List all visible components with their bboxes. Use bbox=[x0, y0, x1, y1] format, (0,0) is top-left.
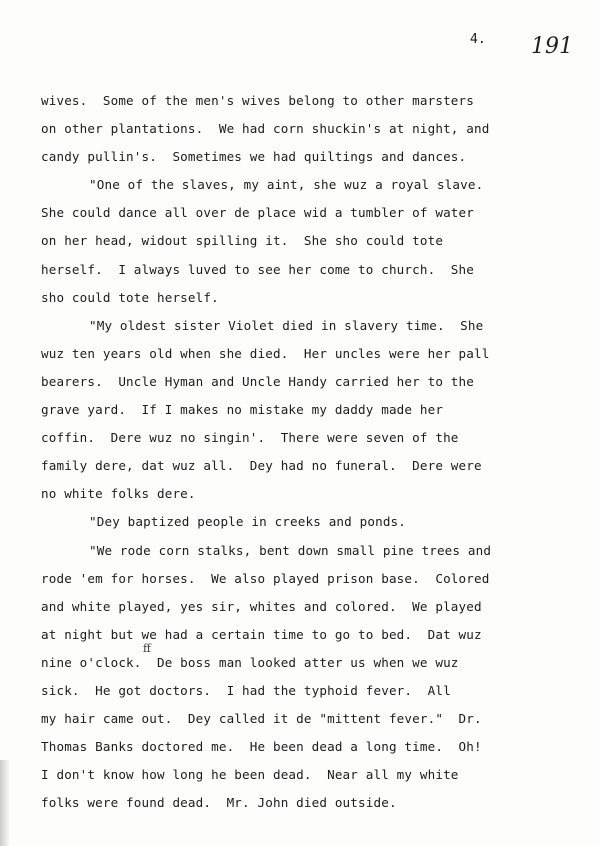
text-line: wuz ten years old when she died. Her uncles were her pall bbox=[41, 345, 490, 361]
handwritten-annotation: ff bbox=[143, 642, 151, 655]
text-line: rode 'em for horses. We also played prison base. Colored bbox=[41, 570, 490, 586]
text-line: "Dey baptized people in creeks and ponds. bbox=[89, 514, 407, 530]
text-line: folks were found dead. Mr. John died outside. bbox=[41, 795, 397, 811]
transcript-body bbox=[41, 87, 586, 817]
text-line: candy pullin's. Sometimes we had quiltings and dances. bbox=[41, 149, 467, 165]
text-line: bearers. Uncle Hyman and Uncle Handy carried her to the bbox=[41, 373, 474, 389]
text-line: She could dance all over de place wid a tumbler of water bbox=[41, 205, 474, 221]
text-line: my hair came out. Dey called it de "mittent fever." Dr. bbox=[41, 711, 482, 727]
text-line: at night but we had a certain time to go to bed. Dat wuz bbox=[41, 626, 482, 642]
text-line: grave yard. If I makes no mistake my daddy made her bbox=[41, 402, 444, 418]
text-line: sick. He got doctors. I had the typhoid fever. All bbox=[41, 682, 451, 698]
text-line: no white folks dere. bbox=[41, 486, 196, 502]
text-line: on her head, widout spilling it. She sho could tote bbox=[41, 233, 444, 249]
page-number: 4. bbox=[470, 32, 486, 47]
text-line: "My oldest sister Violet died in slavery time. She bbox=[89, 317, 484, 333]
text-line: nine o'clock. De boss man looked atter us when we wuz bbox=[41, 654, 459, 670]
page-edge-shadow bbox=[0, 760, 10, 846]
text-line: family dere, dat wuz all. Dey had no funeral. Dere were bbox=[41, 458, 482, 474]
folio-number: 191 bbox=[531, 34, 573, 59]
text-line: herself. I always luved to see her come to church. She bbox=[41, 261, 474, 277]
text-line: I don't know how long he been dead. Near all my white bbox=[41, 767, 459, 783]
text-line: wives. Some of the men's wives belong to other marsters bbox=[41, 93, 474, 108]
text-line: and white played, yes sir, whites and colored. We played bbox=[41, 598, 482, 614]
text-line: Thomas Banks doctored me. He been dead a long time. Oh! bbox=[41, 739, 482, 755]
text-line: sho could tote herself. bbox=[41, 289, 219, 305]
text-line: on other plantations. We had corn shuckin's at night, and bbox=[41, 121, 490, 137]
text-line: "One of the slaves, my aint, she wuz a royal slave. bbox=[89, 177, 484, 193]
text-line: coffin. Dere wuz no singin'. There were seven of the bbox=[41, 430, 459, 446]
text-line: "We rode corn stalks, bent down small pine trees and bbox=[89, 542, 492, 558]
